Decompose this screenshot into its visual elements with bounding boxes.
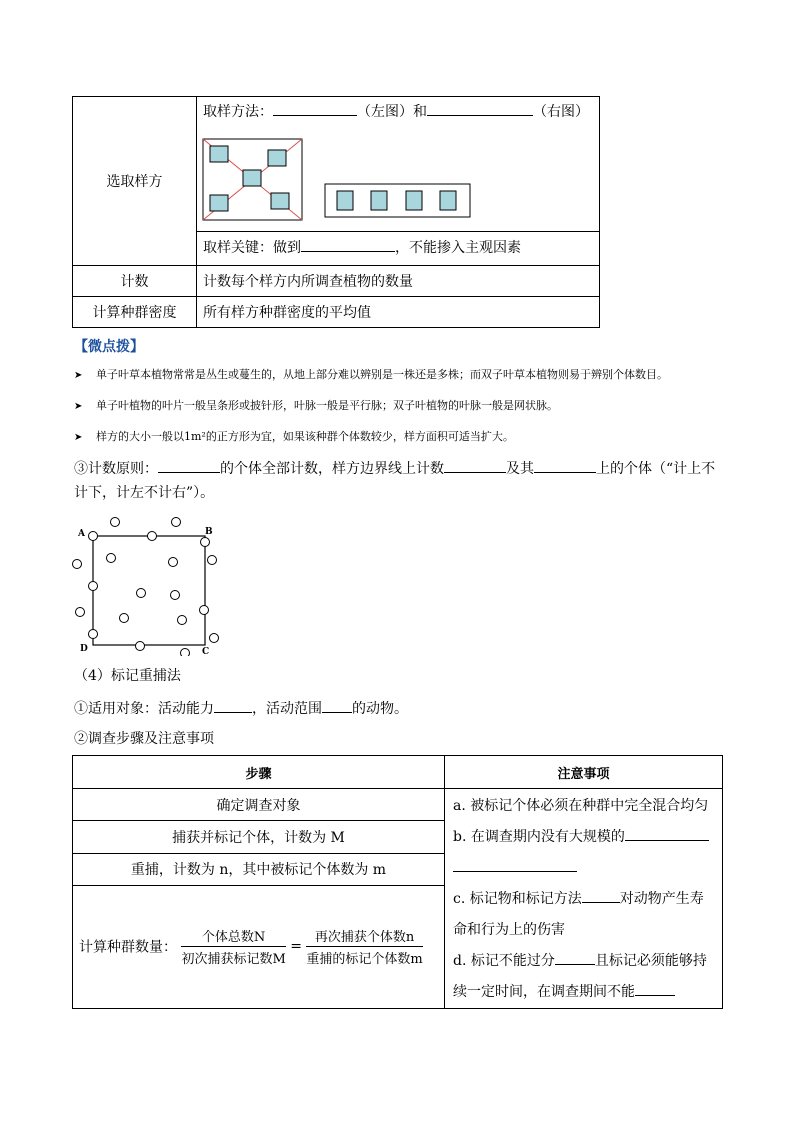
counting-p1: ③计数原则： bbox=[74, 461, 158, 477]
obj-p1: ①适用对象：活动能力 bbox=[74, 701, 214, 717]
equals-sign: = bbox=[290, 938, 302, 955]
label-a: A bbox=[78, 529, 85, 539]
frac1-num: 个体总数N bbox=[181, 926, 285, 947]
note-c bbox=[453, 884, 716, 915]
arrow-icon: ➤ bbox=[74, 370, 83, 381]
frac2-num: 再次捕获个体数n bbox=[306, 926, 422, 947]
density-text: 所有样方种群密度的平均值 bbox=[197, 297, 600, 328]
obj-p3: 的动物。 bbox=[352, 701, 408, 717]
arrow-icon: ➤ bbox=[74, 432, 83, 443]
label-d: D bbox=[80, 644, 88, 654]
notes-cell bbox=[445, 789, 723, 1009]
blank-note-c bbox=[582, 888, 620, 903]
tip-item bbox=[74, 397, 558, 413]
header-steps: 步骤 bbox=[73, 756, 445, 789]
counting-p4: 上的个体（“计上不 bbox=[596, 461, 716, 477]
tip-text: 单子叶植物的叶片一般呈条形或披针形，叶脉一般是平行脉；双子叶植物的叶脉一般是网状脉。 bbox=[96, 399, 558, 412]
frac2-den: 重捕的标记个体数m bbox=[306, 952, 423, 968]
mark-object bbox=[74, 697, 408, 721]
blank-note-d2 bbox=[635, 981, 675, 996]
count-text: 计数每个样方内所调查植物的数量 bbox=[197, 266, 600, 297]
calc-label: 计算种群数量： bbox=[79, 939, 177, 956]
blank-count-1 bbox=[158, 458, 220, 473]
frac1-den: 初次捕获标记数M bbox=[181, 952, 286, 968]
label-b: B bbox=[205, 527, 213, 537]
header-notes: 注意事项 bbox=[445, 756, 723, 789]
obj-p2: ，活动范围 bbox=[252, 701, 322, 717]
right-fig-text: （右图） bbox=[533, 104, 589, 120]
arrow-icon: ➤ bbox=[74, 401, 83, 412]
tip-item bbox=[74, 366, 668, 382]
label-c: C bbox=[202, 647, 210, 656]
blank-note-b bbox=[625, 826, 709, 841]
note-b-cont bbox=[453, 853, 716, 884]
blank-ability bbox=[214, 698, 252, 713]
note-c3: 命和行为上的伤害 bbox=[453, 922, 565, 938]
fraction-1 bbox=[181, 926, 285, 967]
key-suffix: ，不能掺入主观因素 bbox=[395, 240, 521, 256]
counting-p3: 及其 bbox=[506, 461, 534, 477]
select-label: 选取样方 bbox=[73, 97, 197, 266]
blank-count-3 bbox=[534, 458, 596, 473]
blank-range bbox=[322, 698, 352, 713]
equidistant-sampling-figure bbox=[324, 183, 472, 219]
density-label: 计算种群密度 bbox=[73, 297, 197, 328]
mark-heading: （4）标记重捕法 bbox=[74, 668, 181, 684]
tip-text: 单子叶草本植物常常是丛生或蔓生的，从地上部分难以辨别是一株还是多株；而双子叶草本植物则易于辨别个体数目。 bbox=[96, 368, 668, 381]
mark-recapture-table bbox=[72, 755, 723, 1009]
note-c2: 对动物产生寿 bbox=[619, 891, 704, 907]
blank-count-2 bbox=[444, 458, 506, 473]
blank-method-left bbox=[273, 101, 357, 116]
fraction-2 bbox=[306, 926, 422, 967]
method-prefix: 取样方法： bbox=[203, 104, 273, 120]
five-point-sampling-figure bbox=[202, 138, 304, 222]
note-d3-line bbox=[453, 977, 716, 1008]
note-d bbox=[453, 946, 716, 977]
steps-heading: ②调查步骤及注意事项 bbox=[74, 731, 214, 747]
note-b bbox=[453, 822, 716, 853]
sampling-table bbox=[72, 96, 600, 328]
count-label: 计数 bbox=[73, 266, 197, 297]
note-a: a. 被标记个体必须在种群中完全混合均匀 bbox=[453, 798, 709, 814]
tip-text: 样方的大小一般以1m²的正方形为宜，如果该种群个体数较少，样方面积可适当扩大。 bbox=[96, 430, 514, 443]
key-prefix: 取样关键：做到 bbox=[203, 240, 301, 256]
blank-key bbox=[301, 237, 395, 252]
calc-cell bbox=[73, 885, 445, 1008]
counting-line2: 计下，计左不计右”）。 bbox=[74, 485, 215, 501]
select-content bbox=[197, 97, 600, 266]
note-c1: c. 标记物和标记方法 bbox=[453, 891, 582, 907]
tips-title: 【微点拨】 bbox=[74, 339, 144, 355]
left-fig-text: （左图）和 bbox=[357, 104, 427, 120]
counting-principle bbox=[74, 457, 715, 505]
step-2: 捕获并标记个体，计数为 M bbox=[73, 821, 445, 853]
note-b-text: b. 在调查期内没有大规模的 bbox=[453, 829, 625, 845]
counting-p2: 的个体全部计数，样方边界线上计数 bbox=[220, 461, 444, 477]
blank-note-b2 bbox=[453, 857, 577, 872]
step-1: 确定调查对象 bbox=[73, 789, 445, 821]
note-d2: 且标记必须能够持 bbox=[594, 953, 707, 969]
step-3: 重捕，计数为 n，其中被标记个体数为 m bbox=[73, 853, 445, 885]
note-d3: 续一定时间，在调查期间不能 bbox=[453, 984, 635, 1000]
tip-item bbox=[74, 428, 514, 444]
blank-note-d bbox=[555, 950, 595, 965]
quadrat-counting-diagram bbox=[68, 516, 228, 656]
blank-method-right bbox=[427, 101, 533, 116]
note-d1: d. 标记不能过分 bbox=[453, 953, 555, 969]
